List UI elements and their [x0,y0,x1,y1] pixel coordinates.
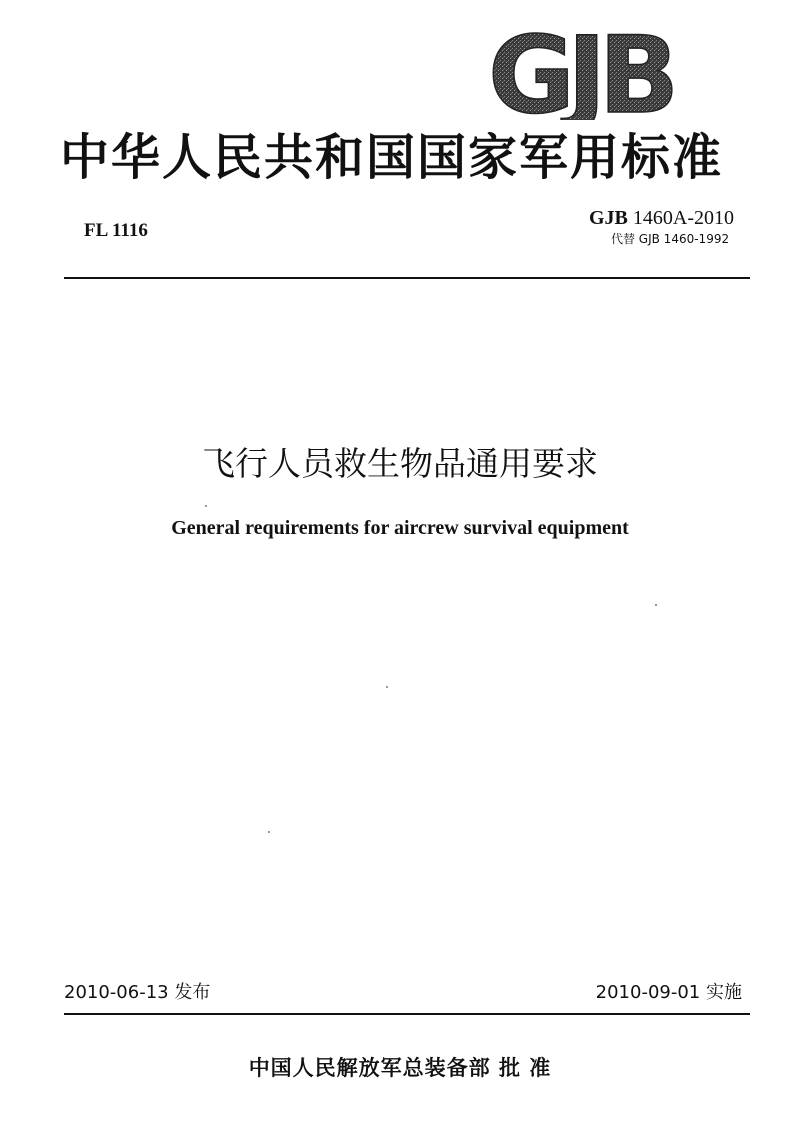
scan-speck [655,604,657,606]
scan-speck [386,686,388,688]
replaces-standard: 代替 GJB 1460-1992 [610,232,730,246]
scan-speck [205,505,207,507]
fl-classification-code: FL 1116 [84,220,148,241]
top-divider [64,277,750,279]
standard-number-prefix: GJB [588,207,628,229]
approving-authority: 中国人民解放军总装备部 批 准 [248,1056,552,1080]
gjb-logo-text: GJB [488,28,672,120]
document-title-english: General requirements for aircrew survival equipment [171,517,629,539]
standard-number-value: 1460A-2010 [632,207,734,229]
document-title-chinese: 飞行人员救生物品通用要求 [202,444,598,483]
bottom-divider [64,1013,750,1015]
gjb-logo-graphic [488,28,706,120]
scan-speck [268,831,270,833]
standard-category-title: 中华人民共和国国家军用标准 [60,129,724,186]
issue-date: 2010-06-13 发布 [64,982,211,1003]
gjb-logo [488,28,706,120]
standard-number [589,206,734,230]
standard-number-block [589,206,734,248]
implementation-date: 2010-09-01 实施 [595,982,742,1003]
